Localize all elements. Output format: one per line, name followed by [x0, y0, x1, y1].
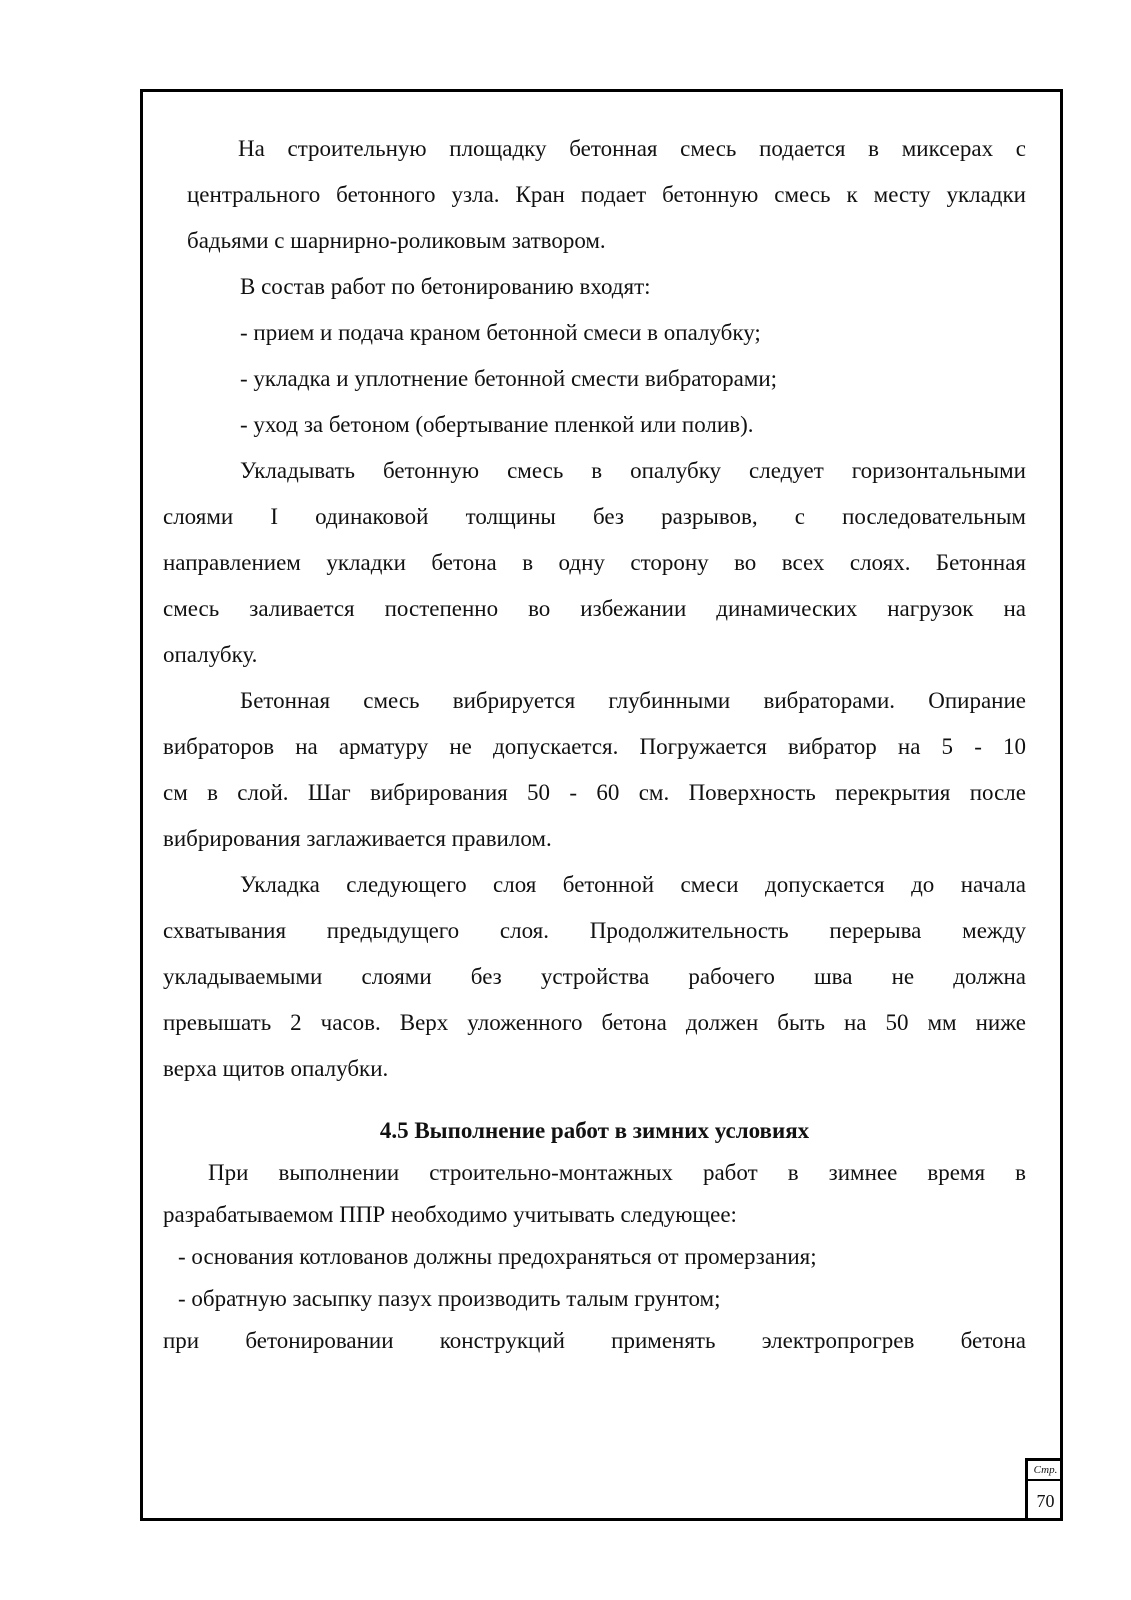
- section-heading: 4.5 Выполнение работ в зимних условиях: [379, 1118, 810, 1143]
- paragraph-4-line-5: верха щитов опалубки.: [163, 1056, 389, 1081]
- paragraph-4-line-3: укладываемыми слоями без устройства рабочего шва не должна: [163, 964, 1026, 989]
- works-list-item: - укладка и уплотнение бетонной смести вибраторами;: [240, 366, 778, 391]
- paragraph-5-line-2: разрабатываемом ППР необходимо учитывать следующее:: [163, 1202, 737, 1227]
- paragraph-6-line-1: при бетонировании конструкций применять электропрогрев бетона: [163, 1328, 1026, 1353]
- paragraph-2-line-3: направлением укладки бетона в одну сторону во всех слоях. Бетонная: [163, 550, 1026, 575]
- paragraph-3-line-2: вибраторов на арматуру не допускается. Погружается вибратор на 5 - 10: [163, 734, 1026, 759]
- paragraph-4-line-4: превышать 2 часов. Верх уложенного бетона должен быть на 50 мм ниже: [163, 1010, 1026, 1035]
- winter-list-item: - основания котлованов должны предохраняться от промерзания;: [178, 1244, 817, 1269]
- paragraph-1-line-1: На строительную площадку бетонная смесь подается в миксерах с: [238, 136, 1026, 161]
- works-list-item: - уход за бетоном (обертывание пленкой или полив).: [240, 412, 754, 437]
- paragraph-3-line-3: см в слой. Шаг вибрирования 50 - 60 см. Поверхность перекрытия после: [163, 780, 1026, 805]
- page-number-stamp: [1025, 1458, 1063, 1521]
- paragraph-4-line-1: Укладка следующего слоя бетонной смеси допускается до начала: [240, 872, 1026, 897]
- paragraph-2-line-5: опалубку.: [163, 642, 258, 667]
- paragraph-1-line-3: бадьями с шарнирно-роликовым затвором.: [187, 228, 606, 253]
- works-list-item: - прием и подача краном бетонной смеси в опалубку;: [240, 320, 761, 345]
- paragraph-2-line-4: смесь заливается постепенно во избежании динамических нагрузок на: [163, 596, 1026, 621]
- page-number: 70: [1036, 1491, 1055, 1511]
- paragraph-3-line-1: Бетонная смесь вибрируется глубинными вибраторами. Опирание: [240, 688, 1026, 713]
- stamp-label: Стр.: [1033, 1464, 1058, 1476]
- paragraph-1-line-2: центрального бетонного узла. Кран подает бетонную смесь к месту укладки: [187, 182, 1026, 207]
- paragraph-5-line-1: При выполнении строительно-монтажных работ в зимнее время в: [208, 1160, 1026, 1185]
- stamp-divider: [1028, 1479, 1063, 1481]
- paragraph-2-line-1: Укладывать бетонную смесь в опалубку следует горизонтальными: [240, 458, 1026, 483]
- works-intro: В состав работ по бетонированию входят:: [240, 274, 651, 299]
- winter-list-item: - обратную засыпку пазух производить талым грунтом;: [178, 1286, 721, 1311]
- paragraph-4-line-2: схватывания предыдущего слоя. Продолжительность перерыва между: [163, 918, 1026, 943]
- paragraph-3-line-4: вибрирования заглаживается правилом.: [163, 826, 552, 851]
- paragraph-2-line-2: слоями I одинаковой толщины без разрывов, с последовательным: [163, 504, 1026, 529]
